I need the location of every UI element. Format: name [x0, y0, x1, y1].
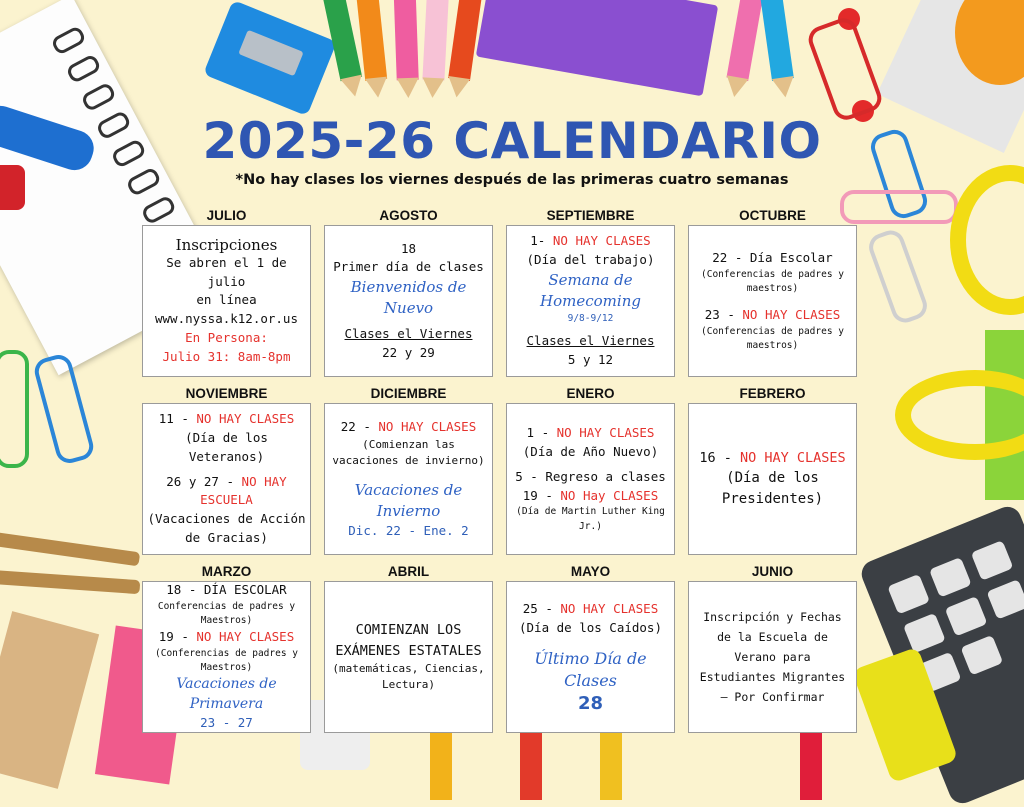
no-class-label: NO HAY CLASES	[556, 425, 655, 441]
event-date: 22 -	[340, 418, 371, 434]
silver-paperclip-decoration	[865, 227, 931, 327]
month-diciembre	[324, 385, 493, 555]
month-title: ENERO	[566, 386, 615, 401]
month-title: FEBRERO	[739, 386, 806, 401]
month-noviembre	[142, 385, 311, 555]
month-septiembre	[506, 207, 675, 377]
event-text: Julio 31: 8am-8pm	[162, 348, 291, 364]
event-date: 1 -	[526, 425, 550, 441]
event-text: Inscripciones	[175, 235, 278, 254]
page-title: 2025-26 CALENDARIO	[202, 112, 822, 170]
event-text: (Vacaciones de Acción de Gracias)	[147, 511, 306, 545]
event-date: 18	[400, 240, 417, 256]
green-paperclip-decoration	[0, 350, 29, 468]
no-class-label: NO HAY CLASES	[739, 449, 846, 466]
paintbrush-decoration	[0, 532, 140, 567]
event-text: En Persona:	[185, 329, 268, 345]
event-note: (Comienzan las vacaciones de invierno)	[332, 437, 485, 467]
month-box	[506, 581, 675, 733]
month-title: ABRIL	[387, 564, 430, 579]
event-text: 5 - Regreso a clases	[515, 468, 666, 484]
event-dates: Dic. 22 - Ene. 2	[348, 522, 469, 538]
no-school-label: NO HAY ESCUELA	[200, 473, 287, 508]
purple-eraser-decoration	[476, 0, 718, 96]
page-subtitle: *No hay clases los viernes después de las primeras cuatro semanas	[235, 172, 789, 188]
event-dates: 9/8-9/12	[567, 312, 614, 324]
event-text: Primer día de clases	[333, 259, 484, 275]
event-text: (Día del trabajo)	[526, 252, 655, 268]
month-box	[506, 225, 675, 377]
month-octubre	[688, 207, 857, 377]
event-date: 19 -	[158, 629, 189, 645]
no-class-label: NO HAY CLASES	[560, 601, 659, 617]
month-box	[324, 403, 493, 555]
event-date: 23 -	[704, 307, 735, 322]
event-text: Se abren el 1 de julio	[166, 254, 287, 289]
month-box	[324, 581, 493, 733]
month-title: DICIEMBRE	[370, 386, 447, 401]
month-title: MAYO	[570, 564, 611, 579]
month-marzo	[142, 563, 311, 733]
event-note: (matemáticas, Ciencias, Lectura)	[332, 661, 485, 692]
month-box	[506, 403, 675, 555]
event-script-text: Vacaciones de Invierno	[354, 480, 463, 520]
event-date: 19 -	[522, 487, 553, 503]
magenta-pencil-decoration	[726, 0, 765, 81]
month-box	[142, 581, 311, 733]
no-class-label: NO HAY CLASES	[552, 233, 651, 249]
month-junio	[688, 563, 857, 733]
event-dates: 5 y 12	[567, 351, 614, 367]
no-class-label: NO HAY CLASES	[378, 418, 477, 434]
month-box	[688, 225, 857, 377]
event-date: 25 -	[522, 601, 553, 617]
event-script-text: Bienvenidos de Nuevo	[350, 278, 467, 317]
month-title: SEPTIEMBRE	[546, 208, 635, 223]
event-text: (Día de los Presidentes)	[721, 470, 824, 508]
event-note: (Conferencias de padres y maestros)	[701, 268, 844, 294]
cyan-pencil-decoration	[758, 0, 794, 81]
event-text: Clases el Viernes	[344, 326, 473, 341]
month-febrero	[688, 385, 857, 555]
event-date: 26 y 27 -	[166, 473, 235, 489]
month-box	[688, 403, 857, 555]
event-dates: 23 - 27	[200, 715, 253, 731]
yellow-scissors-decoration	[895, 370, 1024, 460]
website-link[interactable]: www.nyssa.k12.or.us	[155, 311, 298, 326]
no-class-label: NO HAY CLASES	[196, 411, 295, 427]
month-abril	[324, 563, 493, 733]
month-title: AGOSTO	[379, 208, 438, 223]
event-text: (Día de Año Nuevo)	[522, 444, 659, 459]
event-script-text: Vacaciones de Primavera	[176, 676, 277, 712]
event-text: 22 - Día Escolar	[712, 249, 833, 265]
event-text: 18 - DÍA ESCOLAR	[166, 581, 287, 597]
event-date: 16 -	[699, 449, 732, 466]
event-script-text: Último Día de Clases	[534, 648, 647, 691]
event-text: Inscripción y Fechas de la Escuela de Verano para Estudiantes Migrantes — Por Confirmar	[699, 609, 846, 705]
pink-paperclip-decoration	[840, 190, 958, 224]
month-julio	[142, 207, 311, 377]
no-class-label: NO HAY CLASES	[196, 629, 295, 645]
month-agosto	[324, 207, 493, 377]
event-text: (Día de los Caídos)	[519, 620, 662, 636]
red-paperclip-decoration	[805, 14, 886, 123]
event-text: en línea	[196, 292, 257, 308]
last-day-number: 28	[577, 692, 604, 714]
event-date: 11 -	[158, 411, 189, 427]
light-pink-pencil-decoration	[422, 0, 449, 81]
no-class-label: NO HAY CLASES	[742, 307, 841, 322]
event-dates: 22 y 29	[382, 344, 435, 360]
event-note: (Conferencias de padres y maestros)	[701, 325, 844, 351]
month-title: JUNIO	[751, 564, 794, 579]
pencil-sharpener-decoration	[203, 0, 337, 116]
event-script-text: Semana de Homecoming	[540, 270, 641, 310]
month-title: OCTUBRE	[739, 208, 806, 223]
blue-paperclip-left-decoration	[32, 352, 97, 466]
month-title: MARZO	[201, 564, 252, 579]
month-enero	[506, 385, 675, 555]
event-date: 1-	[530, 233, 546, 249]
event-text: COMIENZAN LOS EXÁMENES ESTATALES	[335, 622, 482, 659]
month-title: JULIO	[206, 208, 247, 223]
event-text: Clases el Viernes	[526, 333, 655, 349]
event-note: Conferencias de padres y Maestros)	[157, 600, 296, 626]
wooden-ruler-decoration	[0, 611, 99, 789]
month-box	[142, 225, 311, 377]
month-box	[142, 403, 311, 555]
month-mayo	[506, 563, 675, 733]
paintbrush-decoration-2	[0, 570, 140, 594]
month-box	[324, 225, 493, 377]
month-box	[688, 581, 857, 733]
event-text: (Día de los Veteranos)	[185, 430, 268, 464]
pink-pencil-decoration	[393, 0, 418, 80]
event-note: (Conferencias de padres y Maestros)	[155, 647, 298, 674]
month-title: NOVIEMBRE	[185, 386, 268, 401]
no-class-label: NO Hay CLASES	[560, 487, 659, 503]
event-note: (Día de Martin Luther King Jr.)	[516, 506, 665, 532]
